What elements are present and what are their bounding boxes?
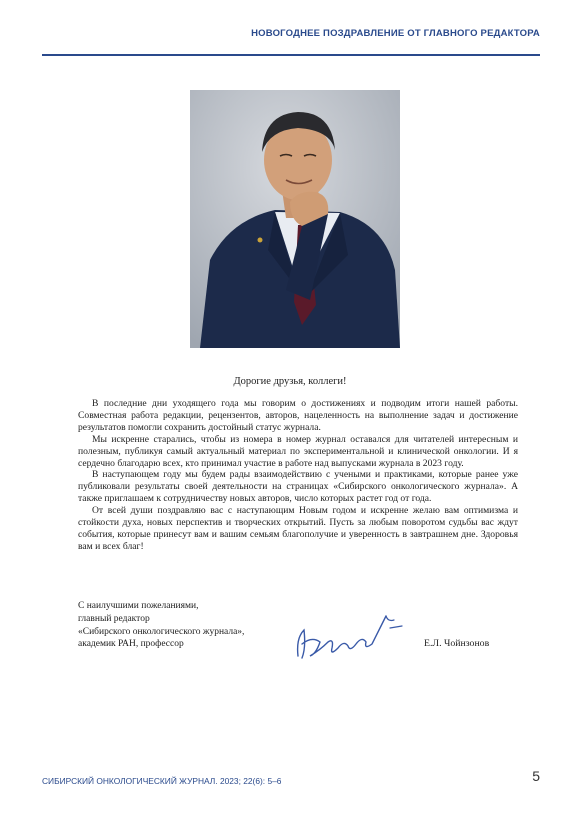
footer-journal-citation: СИБИРСКИЙ ОНКОЛОГИЧЕСКИЙ ЖУРНАЛ. 2023; 22(6): 5–6 (42, 776, 282, 786)
letter-paragraph: В последние дни уходящего года мы говорим о достижениях и подводим итоги нашей работы. Совместная работа редакции, рецензентов, авторов, нацеленность на выполнение задач и достижение результатов помогли сохранить достойный статус журнала. (78, 398, 518, 433)
closing-line: главный редактор (78, 613, 150, 624)
header-divider (42, 54, 540, 56)
letter-greeting: Дорогие друзья, коллеги! (233, 376, 347, 387)
letter-paragraph: Мы искренне старались, чтобы из номера в номер журнал оставался для читателей интересным и полезным, публикуя самый актуальный материал по экспериментальной и клинической онкологии. И я сердечно благодарю всех, кто принимал участие в работе над выпусками журнала в 2023 году. (78, 433, 518, 469)
running-header-title: НОВОГОДНЕЕ ПОЗДРАВЛЕНИЕ ОТ ГЛАВНОГО РЕДАКТОРА (251, 28, 540, 39)
closing-line: «Сибирского онкологического журнала», (78, 626, 245, 637)
closing-line: академик РАН, профессор (78, 639, 184, 650)
handwritten-signature (290, 608, 410, 664)
letter-body (78, 398, 518, 553)
editor-portrait-photo (190, 90, 400, 348)
letter-paragraph: В наступающем году мы будем рады взаимодействию с учеными и практиками, которые ранее уже публиковали результаты своей деятельности на страницах «Сибирского онкологического журнала». А также приглашаем к сотрудничеству новых авторов, число которых растет год от года. (78, 469, 518, 505)
closing-line: С наилучшими пожеланиями, (78, 601, 199, 611)
page-number: 5 (532, 768, 540, 784)
letter-closing (78, 600, 244, 651)
signer-name: Е.Л. Чойнзонов (424, 638, 490, 649)
letter-paragraph: От всей души поздравляю вас с наступающим Новым годом и искренне желаю вам оптимизма и стойкости духа, новых перспектив и творческих открытий. Пусть за любым поворотом судьбы вас ждут события, которые принесут вам и вашим семьям благополучие и уверенность в завтрашнем дне. Здоровья вам и всех благ! (78, 505, 518, 552)
